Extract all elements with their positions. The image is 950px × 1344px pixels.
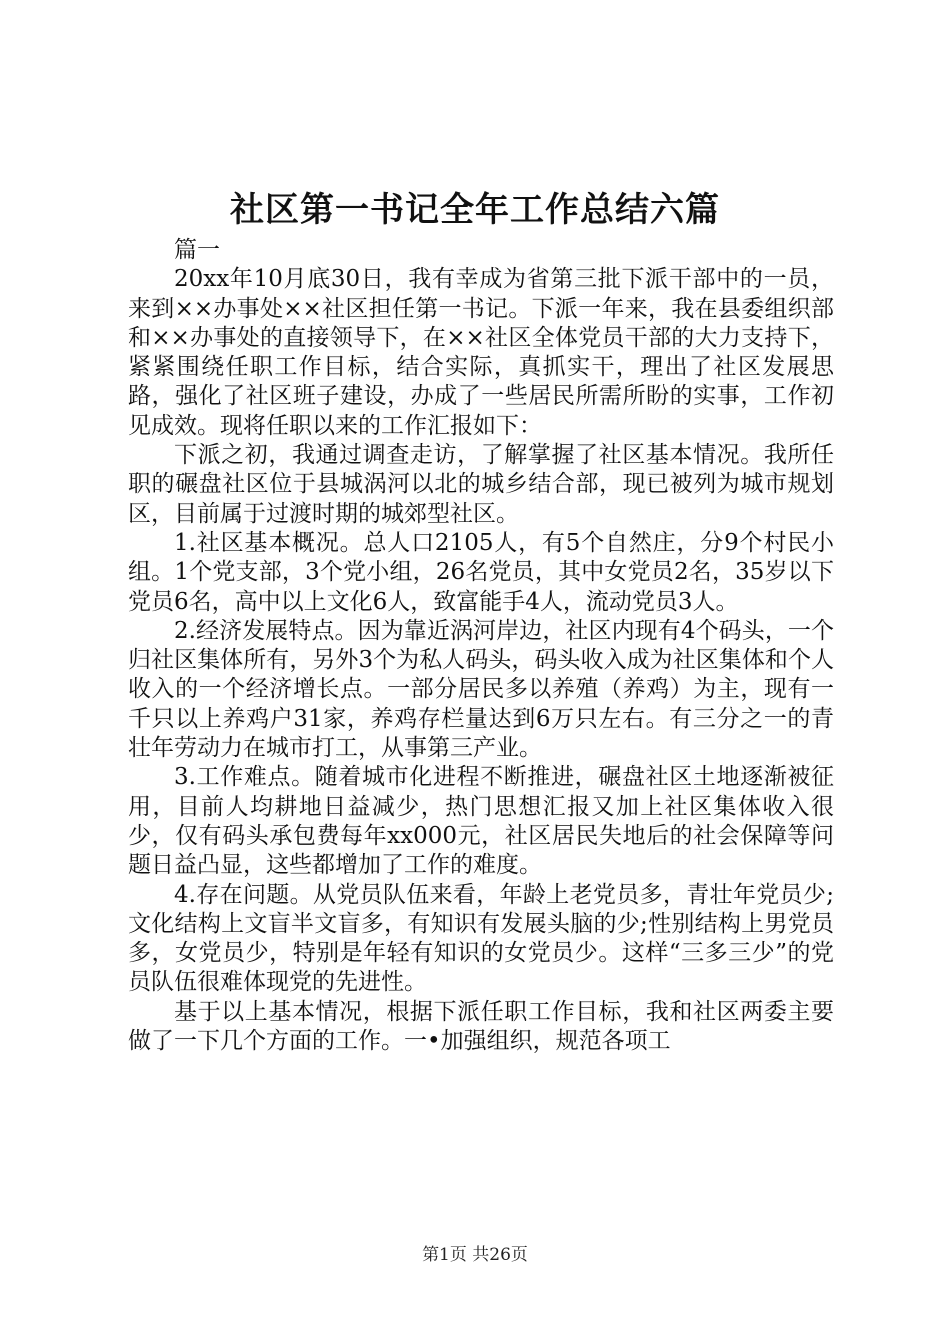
document-body [128,236,834,1056]
paragraph-work-difficulties: 3.工作难点。随着城市化进程不断推进，碾盘社区土地逐渐被征用，目前人均耕地日益减少，热门思想汇报又加上社区集体收入很少，仅有码头承包费每年xx000元，社区居民失地后的社会保障等问题日益凸显，这些都增加了工作的难度。 [128,764,834,879]
paragraph-economic-features: 2.经济发展特点。因为靠近涡河岸边，社区内现有4个码头，一个归社区集体所有，另外3个为私人码头，码头收入成为社区集体和个人收入的一个经济增长点。一部分居民多以养殖（养鸡）为主，现有一千只以上养鸡户31家，养鸡存栏量达到6万只左右。有三分之一的青壮年劳动力在城市打工，从事第三产业。 [128,617,834,762]
page-number-footer: 第1页 共26页 [422,1245,528,1265]
paragraph-existing-problems: 4.存在问题。从党员队伍来看，年龄上老党员多，青壮年党员少;文化结构上文盲半文盲多，有知识有发展头脑的少;性别结构上男党员多，女党员少，特别是年轻有知识的女党员少。这样“三多三少”的党员队伍很难体现党的先进性。 [128,881,834,996]
paragraph-intro: 20xx年10月底30日，我有幸成为省第三批下派干部中的一员，来到××办事处××社区担任第一书记。下派一年来，我在县委组织部和××办事处的直接领导下，在××社区全体党员干部的大力支持下，紧紧围绕任职工作目标，结合实际，真抓实干，理出了社区发展思路，强化了社区班子建设，办成了一些居民所需所盼的实事，工作初见成效。现将任职以来的工作汇报如下： [128,266,834,439]
paragraph-community-overview: 1.社区基本概况。总人口2105人，有5个自然庄，分9个村民小组。1个党支部，3个党小组，26名党员，其中女党员2名，35岁以下党员6名，高中以上文化6人，致富能手4人，流动党员3人。 [128,529,834,615]
document-title: 社区第一书记全年工作总结六篇 [230,190,720,230]
paragraph-background: 下派之初，我通过调查走访，了解掌握了社区基本情况。我所任职的碾盘社区位于县城涡河以北的城乡结合部，现已被列为城市规划区，目前属于过渡时期的城郊型社区。 [128,442,834,527]
section-heading: 篇一 [174,237,220,263]
paragraph-work-done: 基于以上基本情况，根据下派任职工作目标，我和社区两委主要做了一下几个方面的工作。一•加强组织，规范各项工 [128,998,834,1055]
